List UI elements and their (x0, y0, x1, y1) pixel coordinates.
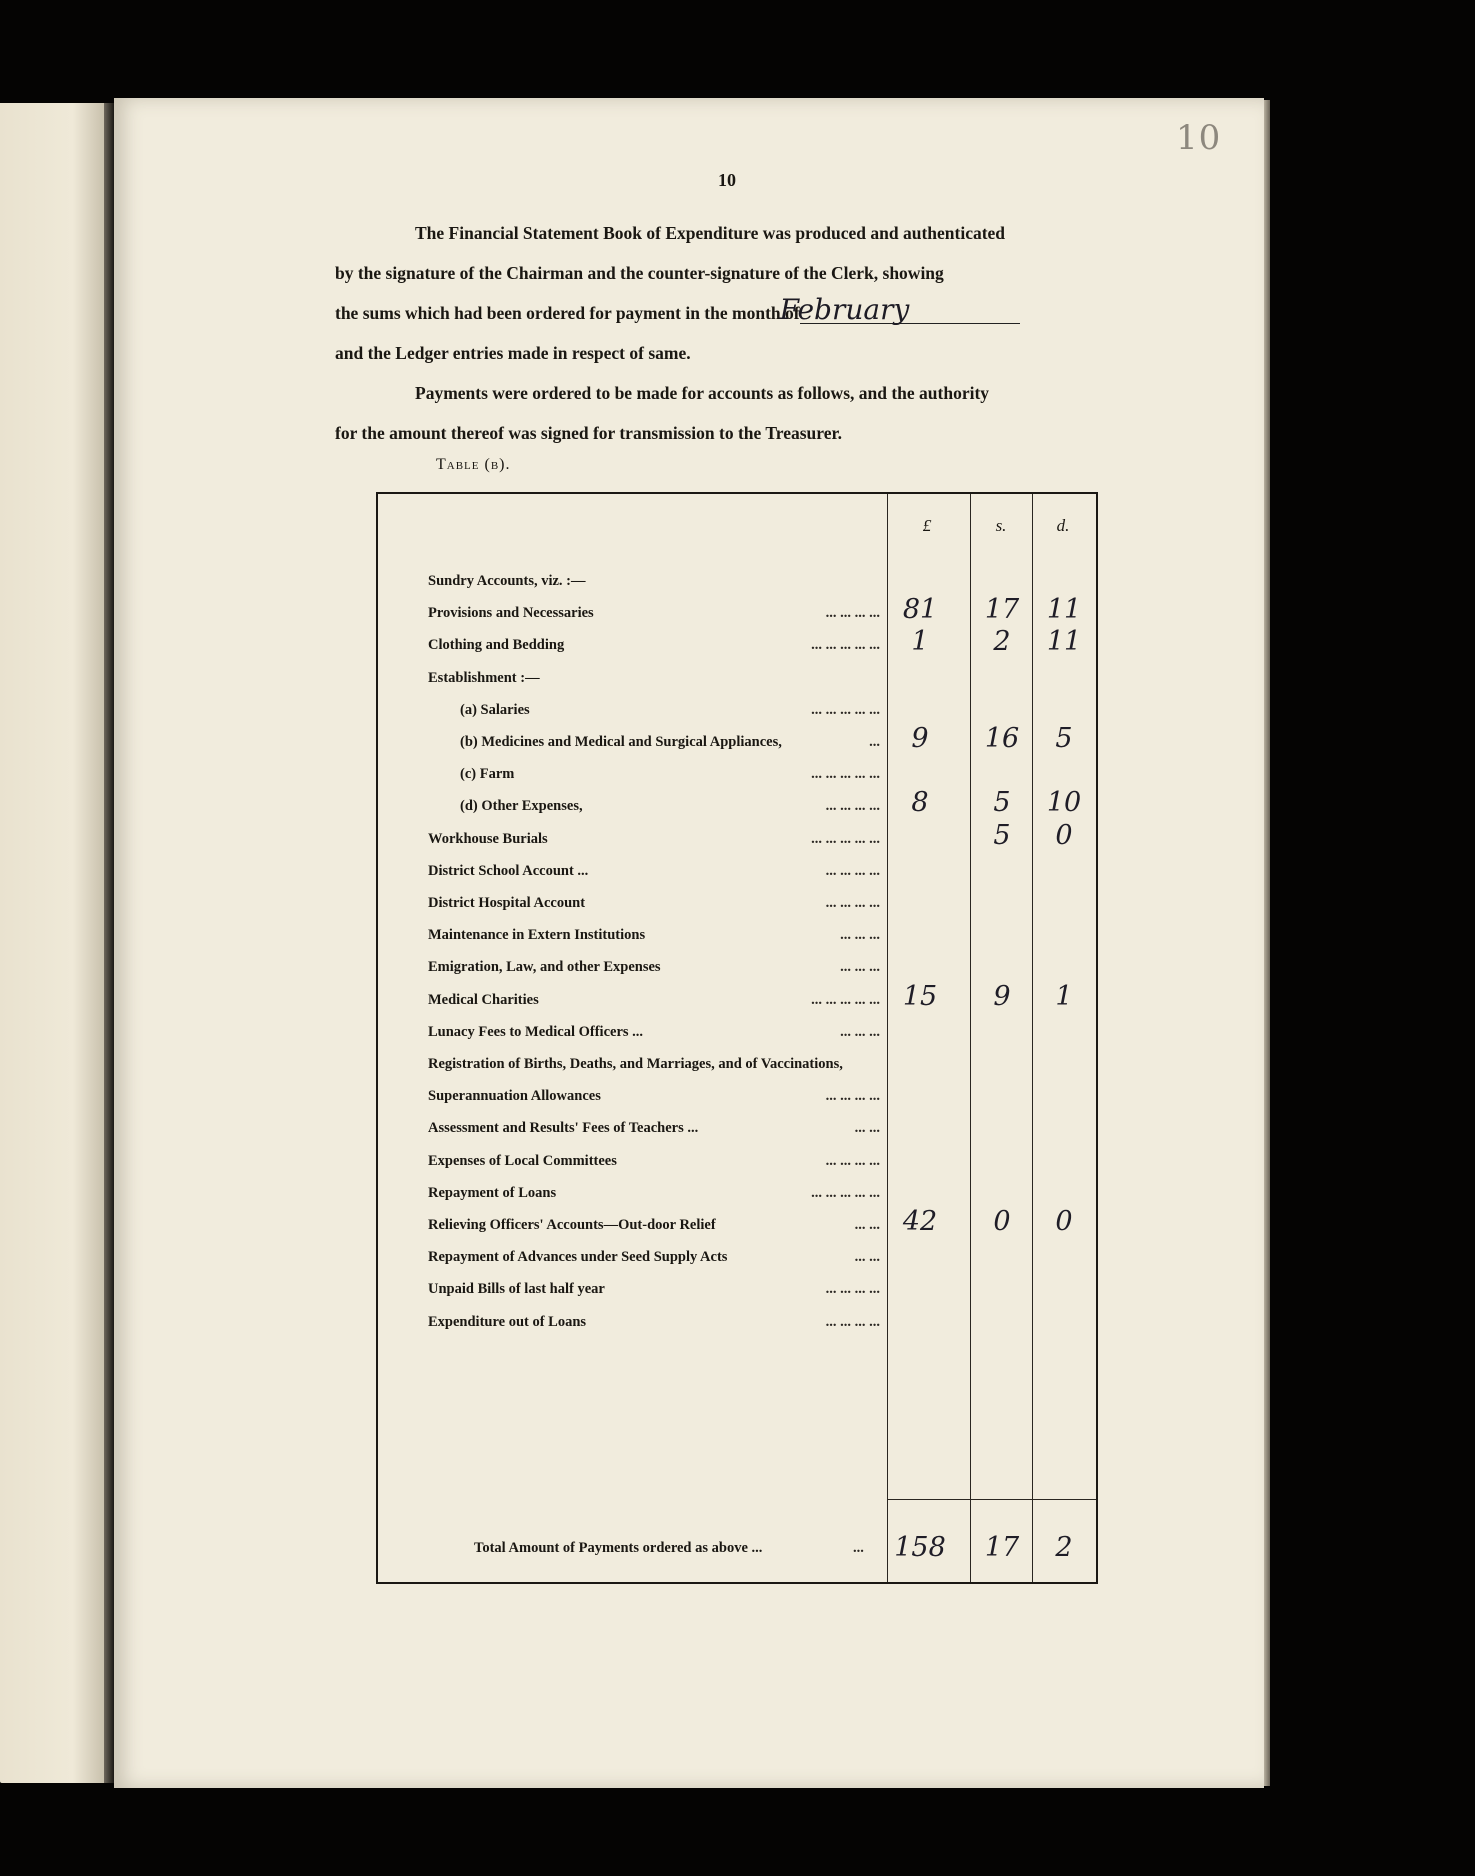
leader-dots: ... ... (854, 1249, 880, 1266)
table-row (378, 856, 1096, 888)
leader-dots: ... ... ... ... ... (811, 637, 880, 654)
table-row (378, 952, 1096, 984)
row-label: (b) Medicines and Medical and Surgical Appliances, (460, 734, 782, 750)
book-gutter (104, 103, 114, 1783)
table-row (378, 663, 1096, 695)
paragraph-line: for the amount thereof was signed for transmission to the Treasurer. (335, 423, 843, 443)
table-row (378, 1017, 1096, 1049)
total-label: Total Amount of Payments ordered as above ... (474, 1540, 763, 1556)
leader-dots: ... ... (854, 1120, 880, 1137)
row-label: District Hospital Account (428, 895, 586, 911)
row-label: Lunacy Fees to Medical Officers ... (428, 1023, 644, 1040)
row-label: Repayment of Loans (428, 1184, 557, 1201)
leader-dots: ... ... ... (840, 1023, 880, 1040)
row-label: (a) Salaries (460, 701, 530, 718)
table-row (378, 723, 1096, 759)
table-row (378, 920, 1096, 952)
pence-value: 1 (1055, 980, 1073, 1012)
row-label: Repayment of Advances under Seed Supply Acts (428, 1249, 728, 1266)
month-handwritten: February (800, 297, 1020, 324)
shillings-value: 9 (993, 980, 1011, 1012)
shillings-value: 16 (984, 723, 1020, 754)
row-label: Relieving Officers' Accounts—Out-door Relief (428, 1217, 716, 1233)
pounds-value: 8 (911, 787, 929, 819)
row-label: Medical Charities (428, 991, 539, 1008)
row-label: Expenditure out of Loans (428, 1313, 587, 1330)
row-label: Establishment :— (428, 669, 540, 686)
leader-dots: ... (853, 1540, 864, 1556)
row-label: Registration of Births, Deaths, and Marriages, and of Vaccinations, (428, 1056, 843, 1072)
paragraph-statement (335, 213, 1095, 453)
leader-dots: ... (869, 734, 880, 750)
row-label: Expenses of Local Committees (428, 1152, 617, 1169)
facing-page (0, 103, 104, 1783)
pounds-value: 9 (911, 723, 929, 754)
shillings-header: s. (995, 516, 1007, 535)
paragraph-line (335, 293, 1095, 333)
shillings-value: 5 (993, 819, 1011, 851)
shillings-value: 0 (993, 1206, 1011, 1237)
row-label: Provisions and Necessaries (428, 605, 594, 622)
pence-value: 11 (1046, 594, 1082, 626)
leader-dots: ... ... ... ... ... (811, 701, 880, 718)
row-label: Workhouse Burials (428, 830, 548, 847)
leader-dots: ... ... ... ... (825, 1152, 880, 1169)
leader-dots: ... ... ... ... ... (811, 766, 880, 783)
table-row (378, 819, 1096, 856)
row-label: District School Account ... (428, 862, 589, 879)
total-rule (887, 1499, 1096, 1500)
accounts-table (376, 492, 1098, 1584)
table-row (378, 759, 1096, 791)
row-label: Assessment and Results' Fees of Teachers ... (428, 1120, 699, 1137)
table-row (378, 980, 1096, 1017)
leader-dots: ... ... ... ... ... (811, 991, 880, 1008)
leader-dots: ... ... (854, 1217, 880, 1233)
table-row (378, 1206, 1096, 1242)
row-label: (c) Farm (460, 766, 515, 783)
total-pence: 2 (1055, 1532, 1073, 1563)
leader-dots: ... ... ... ... ... (811, 830, 880, 847)
row-label: Sundry Accounts, viz. :— (428, 573, 586, 589)
row-label: Clothing and Bedding (428, 637, 565, 654)
table-row (378, 787, 1096, 823)
leader-dots: ... ... ... (840, 927, 880, 944)
row-label: Maintenance in Extern Institutions (428, 927, 646, 944)
total-pounds: 158 (894, 1532, 946, 1563)
table-row (378, 1049, 1096, 1081)
paragraph-line: Payments were ordered to be made for accounts as follows, and the authority (415, 383, 990, 403)
leader-dots: ... ... ... ... (825, 1281, 880, 1298)
total-row (378, 1526, 1096, 1563)
table-row (378, 1274, 1096, 1306)
leader-dots: ... ... ... ... ... (811, 1184, 880, 1201)
pounds-header: £ (922, 516, 932, 535)
pence-value: 0 (1055, 1206, 1073, 1237)
row-label: Unpaid Bills of last half year (428, 1281, 605, 1298)
table-row (378, 594, 1096, 630)
pounds-value: 42 (902, 1206, 938, 1237)
leader-dots: ... ... ... (840, 959, 880, 976)
leader-dots: ... ... ... ... (825, 1088, 880, 1105)
leader-dots: ... ... ... ... (825, 895, 880, 911)
row-label: Superannuation Allowances (428, 1088, 601, 1105)
shillings-value: 17 (984, 594, 1020, 626)
page-edge (1264, 100, 1270, 1786)
table-row (378, 1242, 1096, 1274)
paragraph-line-prefix: the sums which had been ordered for payment in the month of (335, 303, 800, 323)
table-row (378, 1113, 1096, 1145)
table-row (378, 566, 1096, 598)
shillings-value: 2 (993, 626, 1011, 658)
table-row (378, 695, 1096, 727)
table-row (378, 1307, 1096, 1339)
leader-dots: ... ... ... ... (825, 1313, 880, 1330)
pence-value: 11 (1046, 626, 1082, 658)
shillings-value: 5 (993, 787, 1011, 819)
paragraph-line: by the signature of the Chairman and the counter-signature of the Clerk, showing (335, 263, 944, 283)
table-title: Table (b). (436, 456, 511, 473)
table-row (378, 1178, 1096, 1210)
folio-stamp: 10 (1176, 118, 1222, 158)
pence-value: 10 (1046, 787, 1082, 819)
pounds-value: 81 (902, 594, 938, 626)
pounds-value: 1 (911, 626, 929, 658)
pence-value: 0 (1055, 819, 1073, 851)
leader-dots: ... ... ... ... (825, 605, 880, 622)
pence-header: d. (1056, 516, 1070, 535)
row-label: (d) Other Expenses, (460, 798, 583, 815)
paragraph-line: The Financial Statement Book of Expenditure was produced and authenticated (415, 223, 1006, 243)
table-row (378, 888, 1096, 920)
table-row (378, 626, 1096, 662)
leader-dots: ... ... ... ... (825, 862, 880, 879)
paragraph-line: and the Ledger entries made in respect of same. (335, 343, 691, 363)
total-shillings: 17 (984, 1532, 1020, 1563)
table-row (378, 1146, 1096, 1178)
table-row (378, 1081, 1096, 1113)
leader-dots: ... ... ... ... (825, 798, 880, 815)
pence-value: 5 (1055, 723, 1073, 754)
page-number: 10 (718, 170, 736, 190)
row-label: Emigration, Law, and other Expenses (428, 959, 661, 976)
pounds-value: 15 (902, 980, 938, 1012)
